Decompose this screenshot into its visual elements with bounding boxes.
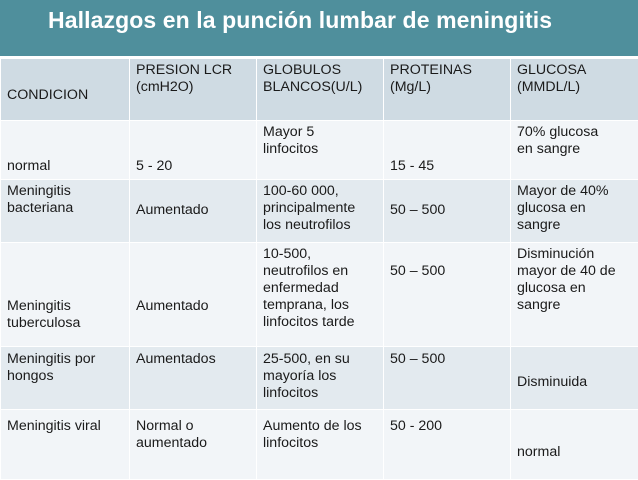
header-condicion: CONDICION (1, 59, 130, 121)
findings-table (0, 58, 638, 480)
cell-pressure: Aumentado (130, 243, 257, 347)
header-globulos: GLOBULOS BLANCOS(U/L) (257, 59, 384, 121)
cell-condition: normal (1, 121, 130, 180)
table-row (1, 347, 638, 410)
cell-condition: Meningitis tuberculosa (1, 243, 130, 347)
header-presion: PRESION LCR (cmH2O) (130, 59, 257, 121)
cell-glucose: Disminuida (511, 347, 638, 410)
cell-pressure: 5 - 20 (130, 121, 257, 180)
cell-glucose: 70% glucosa en sangre (511, 121, 638, 180)
cell-white-cells: Aumento de los linfocitos (257, 410, 384, 480)
cell-white-cells: Mayor 5 linfocitos (257, 121, 384, 180)
header-row (1, 59, 638, 121)
table-row (1, 180, 638, 243)
cell-glucose: Disminución mayor de 40 de glucosa en sangre (511, 243, 638, 347)
cell-condition: Meningitis bacteriana (1, 180, 130, 243)
cell-white-cells: 100-60 000, principalmente los neutrofilos (257, 180, 384, 243)
cell-condition: Meningitis por hongos (1, 347, 130, 410)
table-row (1, 121, 638, 180)
cell-proteins: 15 - 45 (384, 121, 511, 180)
cell-pressure: Aumentado (130, 180, 257, 243)
cell-proteins: 50 - 200 (384, 410, 511, 480)
cell-white-cells: 10-500, neutrofilos en enfermedad temprana, los linfocitos tarde (257, 243, 384, 347)
table-row (1, 243, 638, 347)
page-title: Hallazgos en la punción lumbar de meningitis (0, 0, 638, 34)
title-bar (0, 0, 638, 58)
cell-pressure: Aumentados (130, 347, 257, 410)
cell-pressure: Normal o aumentado (130, 410, 257, 480)
cell-proteins: 50 – 500 (384, 347, 511, 410)
cell-proteins: 50 – 500 (384, 180, 511, 243)
cell-white-cells: 25-500, en su mayoría los linfocitos (257, 347, 384, 410)
cell-glucose: normal (511, 410, 638, 480)
cell-proteins: 50 – 500 (384, 243, 511, 347)
header-proteinas: PROTEINAS (Mg/L) (384, 59, 511, 121)
table-row (1, 410, 638, 480)
header-glucosa: GLUCOSA (MMDL/L) (511, 59, 638, 121)
cell-glucose: Mayor de 40% glucosa en sangre (511, 180, 638, 243)
cell-condition: Meningitis viral (1, 410, 130, 480)
